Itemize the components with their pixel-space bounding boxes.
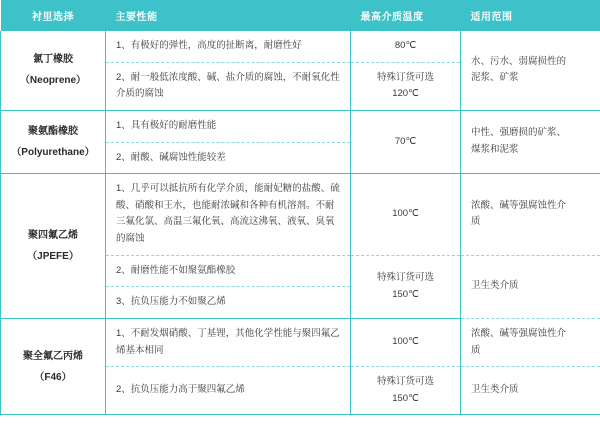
scope-cell: [461, 31, 600, 110]
performance-cell: 2、抗负压能力高于聚四氟乙烯: [106, 367, 351, 415]
scope-cell: [461, 367, 600, 415]
column-header-performance: 主要性能: [106, 0, 351, 31]
scope-line-2: 煤浆和泥浆: [471, 144, 519, 155]
lining-name-cell: [1, 110, 106, 173]
scope-line-2: 泥浆、矿浆: [471, 72, 519, 84]
scope-line-1: 卫生类介质: [471, 280, 519, 292]
temperature-cell: [351, 367, 461, 415]
column-header-lining: 衬里选择: [1, 0, 106, 31]
column-header-max-temperature: 最高介质温度: [351, 0, 461, 31]
temperature-value: 120℃: [392, 88, 419, 100]
performance-cell: 2、耐酸、碱腐蚀性能较差: [106, 142, 351, 174]
scope-cell: [461, 255, 600, 318]
table-row: [1, 174, 600, 256]
performance-cell: 1、具有极好的耐磨性能: [106, 110, 351, 142]
performance-cell: 1、有极好的弹性，高度的扯断离，耐磨性好: [106, 31, 351, 62]
temperature-value: 150℃: [392, 288, 419, 300]
scope-cell: [461, 174, 600, 256]
performance-cell: 2、耐一般低浓度酸、碱、盐介质的腐蚀，不耐氧化性介质的腐蚀: [106, 62, 351, 110]
lining-name-chinese: 氯丁橡胶: [33, 54, 73, 66]
scope-line-1: 水、污水、弱腐损性的: [471, 55, 567, 67]
performance-cell: 3、抗负压能力不如聚乙烯: [106, 287, 351, 319]
lining-name-english: （F46）: [34, 371, 72, 383]
lining-name-english: （Polyurethane）: [11, 147, 95, 158]
scope-cell: [461, 318, 600, 366]
performance-cell: 1、不耐发烟硝酸、丁基锂，其他化学性能与聚四氟乙烯基本相同: [106, 318, 351, 366]
table-body: [1, 31, 600, 415]
temperature-cell: 80℃: [351, 31, 461, 62]
scope-line-1: 浓酸、碱等强腐蚀性介: [471, 327, 567, 339]
table-row: [1, 110, 600, 142]
temperature-note: 特殊订货可选: [376, 272, 434, 284]
performance-cell: 2、耐磨性能不如聚氨酯橡胶: [106, 255, 351, 287]
temperature-note: 特殊订货可选: [376, 71, 434, 83]
lining-name-english: （JPEFE）: [27, 251, 79, 262]
table-row: [1, 318, 600, 366]
lining-name-cell: [1, 174, 106, 319]
lining-name-english: （Neoprene）: [19, 75, 87, 87]
scope-line-1: 中性、强磨损的矿浆、: [471, 127, 567, 139]
table-header-row: [1, 0, 600, 31]
scope-line-1: 浓酸、碱等强腐蚀性介: [471, 199, 567, 211]
temperature-cell: 100℃: [351, 174, 461, 256]
performance-cell: 1、几乎可以抵抗所有化学介质，能耐妃糖的盐酸、硫酸、硝酸和王水，也能耐浓碱和各种有机溶剂。不耐三氟化氯、高温三氟化氧、高流这沸氧、液氧、臭氧的腐蚀: [106, 174, 351, 256]
table-row: [1, 31, 600, 62]
temperature-cell: [351, 255, 461, 318]
column-header-scope: 适用范围: [461, 0, 600, 31]
lining-name-chinese: 聚氨酯橡胶: [28, 126, 78, 137]
lining-name-chinese: 聚全氟乙丙烯: [23, 350, 83, 362]
table-header: [1, 0, 600, 31]
temperature-cell: 100℃: [351, 318, 461, 366]
temperature-note: 特殊订货可选: [376, 376, 434, 388]
temperature-value: 150℃: [392, 392, 419, 404]
temperature-cell: [351, 62, 461, 110]
scope-line-2: 质: [471, 344, 481, 356]
lining-name-cell: [1, 318, 106, 415]
temperature-cell: 70℃: [351, 110, 461, 173]
lining-name-cell: [1, 31, 106, 110]
lining-name-chinese: 聚四氟乙烯: [28, 230, 78, 241]
scope-line-2: 质: [471, 216, 481, 228]
scope-line-1: 卫生类介质: [471, 384, 519, 396]
scope-cell: [461, 110, 600, 173]
